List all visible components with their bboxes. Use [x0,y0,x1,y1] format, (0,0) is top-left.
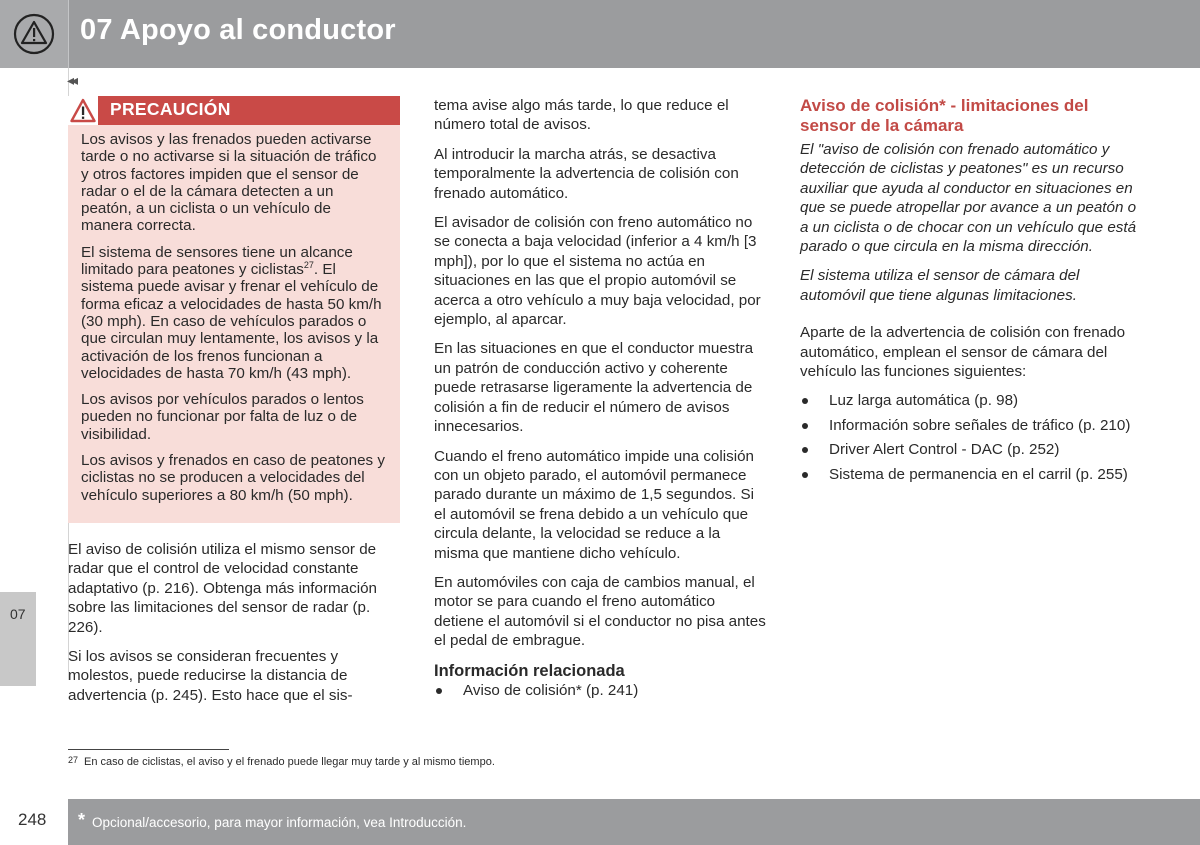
body-paragraph: Si los avisos se consideran frecuentes y molestos, puede reducirse la distancia de advertencia (p. 245). Esto hace que el sis- [68,647,353,704]
intro-paragraph: El "aviso de colisión con frenado automático y detección de ciclistas y peatones" es un recurso auxiliar que ayuda al conductor en situaciones en que se puede atropellar por avance a un peatón o a un ciclista o de chocar con un vehículo que está parado o que circula en la misma dirección. [800,141,1137,256]
column-2 [434,96,768,700]
body-paragraph: El aviso de colisión utiliza el mismo sensor de radar que el control de velocidad constante adaptativo (p. 216). Obtenga más información sobre las limitaciones del sensor de radar (p. 226). [68,540,377,636]
chapter-tab [0,592,36,686]
chapter-tab-label: 07 [10,606,26,622]
footnote-rule [68,749,229,750]
list-item[interactable]: Luz larga automática (p. 98) [800,391,1140,410]
caution-text: . El sistema puede avisar y frenar el vehículo de forma eficaz a velocidades de hasta 50 km/h (30 mph). En caso de vehículos parados o que circulan muy lentamente, los avisos y la activación de los frenos funcionan a velocidades de hasta 70 km/h (43 mph). [81,261,382,382]
footnote-ref[interactable]: 27 [303,260,314,271]
caution-body [68,125,400,523]
column-3 [800,96,1140,489]
footnote-text: En caso de ciclistas, el aviso y el frenado puede llegar muy tarde y al mismo tiempo. [84,756,495,768]
footnote-number: 27 [68,755,79,765]
caution-text: El sistema de sensores tiene un alcance limitado para peatones y ciclistas [81,243,353,279]
column-1 [68,96,401,715]
body-paragraph: Al introducir la marcha atrás, se desactiva temporalmente la advertencia de colisión con frenado automático. [434,145,739,202]
optional-star: * [78,810,86,830]
warning-triangle-icon [13,13,55,55]
section-heading: Aviso de colisión* - limitaciones del sensor de la cámara [800,96,1089,135]
function-list [800,391,1140,484]
caution-header [68,96,400,125]
list-item[interactable]: Información sobre señales de tráfico (p. 210) [800,416,1140,435]
warning-triangle-icon [70,98,96,123]
caution-paragraph: Los avisos por vehículos parados o lentos pueden no funcionar por falta de luz o de visibilidad. [81,391,364,443]
intro-paragraph: El sistema utiliza el sensor de cámara del automóvil que tiene algunas limitaciones. [800,267,1080,304]
caution-paragraph: Los avisos y frenados en caso de peatones y ciclistas no se producen a velocidades del vehículo superiores a 80 km/h (50 mph). [81,452,385,504]
caution-box [68,96,400,523]
section-intro [800,140,1140,305]
list-item[interactable]: Driver Alert Control - DAC (p. 252) [800,440,1140,459]
caution-icon-box [68,96,98,125]
list-item[interactable]: Sistema de permanencia en el carril (p. 255) [800,465,1140,484]
page-title: 07 Apoyo al conductor [80,14,396,46]
page-footer [68,799,1200,845]
left-gutter-rule [0,68,69,680]
body-paragraph: Aparte de la advertencia de colisión con frenado automático, emplean el sensor de cámara del vehículo las funciones siguientes: [800,324,1126,381]
body-paragraph: En automóviles con caja de cambios manual, el motor se para cuando el freno automático detiene el automóvil si el conductor no pisa antes el pedal de embrague. [434,573,766,650]
header-icon-box [0,0,69,68]
caution-label: PRECAUCIÓN [110,99,231,119]
back-arrows-icon[interactable]: ◂◂ [67,72,76,88]
related-info-heading: Información relacionada [434,661,625,680]
body-paragraph: El avisador de colisión con freno automático no se conecta a baja velocidad (inferior a 4 km/h [3 mph]), por lo que el sistema no actúa en situaciones en las que el propio automóvil se acerca a otro vehículo a muy baja velocidad, por ejemplo, al aparcar. [434,214,761,329]
body-paragraph: tema avise algo más tarde, lo que reduce el número total de avisos. [434,97,729,134]
footnote [68,756,495,769]
page-header [0,0,1200,68]
related-link[interactable]: Aviso de colisión* (p. 241) [434,681,768,700]
body-paragraph: En las situaciones en que el conductor muestra un patrón de conducción activo y coherente puede retrasarse ligeramente la advertencia de colisión a fin de reducir el número de avisos innecesarios. [434,340,754,436]
page-number: 248 [18,810,47,829]
caution-paragraph [81,244,386,382]
body-paragraph: Cuando el freno automático impide una colisión con un objeto parado, el automóvil permanece parado durante un máximo de 1,5 segundos. Si el automóvil se frena debido a un vehículo que circula delante, la velocidad se reduce a la misma que mantiene dicho vehículo. [434,447,754,562]
footer-note: Opcional/accesorio, para mayor información, vea Introducción. [92,815,467,830]
related-info-list [434,681,768,700]
caution-paragraph: Los avisos y las frenados pueden activarse tarde o no activarse si la situación de tráfico y otros factores impiden que el sensor de radar o el de la cámara detecten a un peatón, a un ciclista o un vehículo de manera correcta. [81,131,377,235]
